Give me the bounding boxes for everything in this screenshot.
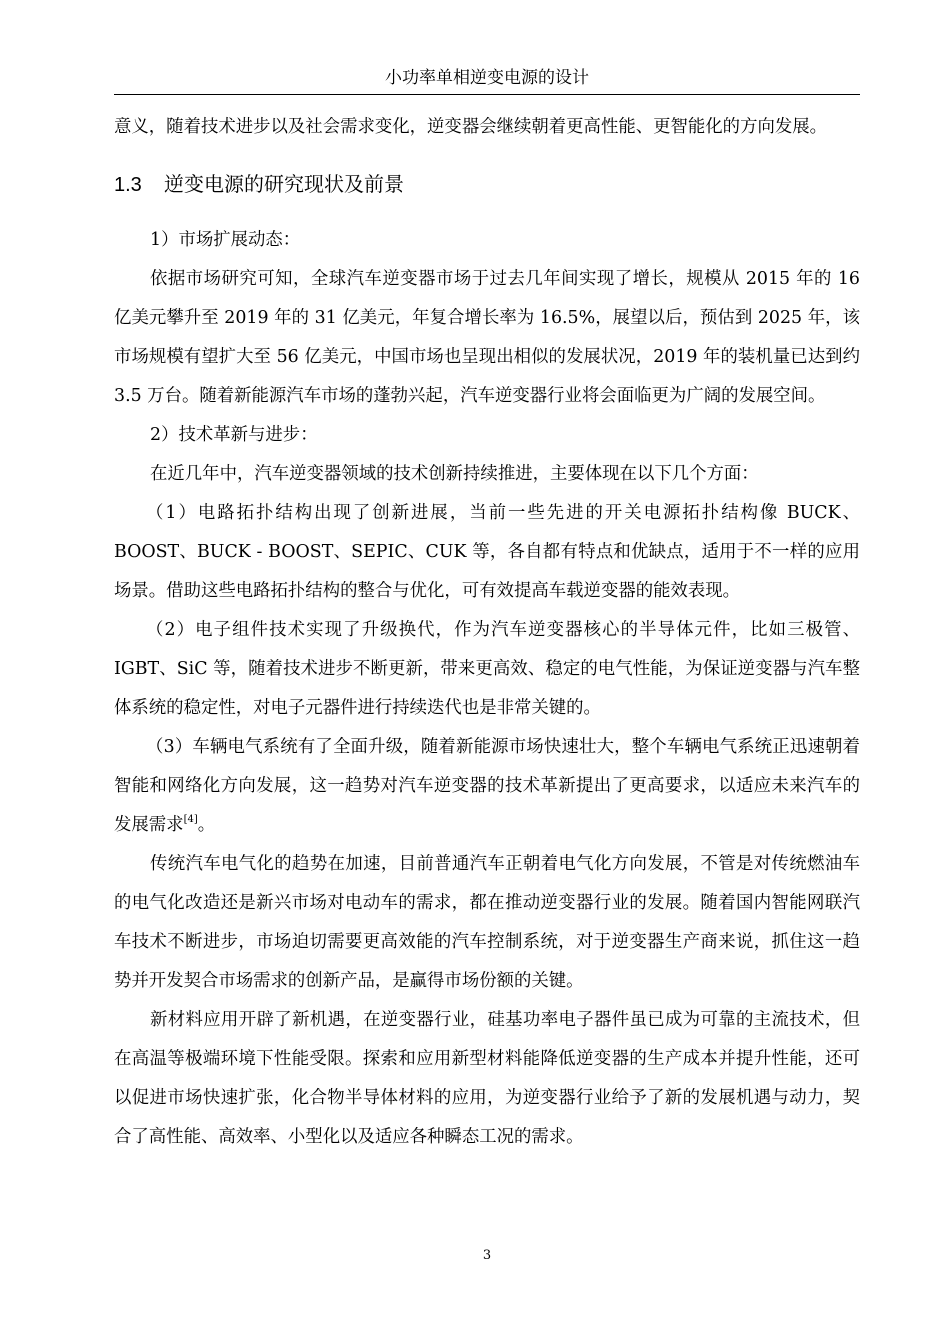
header-rule — [114, 94, 860, 95]
subheading-technology: 2）技术革新与进步： — [150, 425, 318, 445]
citation-reference: [4] — [183, 814, 198, 825]
section-number: 1.3 — [114, 174, 142, 196]
section-heading — [114, 166, 860, 203]
paragraph-item-3-end: 。 — [197, 815, 216, 835]
paragraph-new-materials: 新材料应用开辟了新机遇，在逆变器行业，硅基功率电子器件虽已成为可靠的主流技术，但在高温等极端环境下性能受限。探索和应用新型材料能降低逆变器的生产成本并提升性能，还可以促进市场快速扩张，化合物半导体材料的应用，为逆变器行业给予了新的发展机遇与动力，契合了高性能、高效率、小型化以及适应各种瞬态工况的需求。 — [114, 1010, 860, 1147]
paragraph-electrification: 传统汽车电气化的趋势在加速，目前普通汽车正朝着电气化方向发展，不管是对传统燃油车的电气化改造还是新兴市场对电动车的需求，都在推动逆变器行业的发展。随着国内智能网联汽车技术不断进步，市场迫切需要更高效能的汽车控制系统，对于逆变器生产商来说，抓住这一趋势并开发契合市场需求的创新产品，是赢得市场份额的关键。 — [114, 854, 860, 991]
page-body — [114, 108, 860, 1157]
running-header: 小功率单相逆变电源的设计 — [385, 68, 589, 88]
paragraph-continuation: 意义，随着技术进步以及社会需求变化，逆变器会继续朝着更高性能、更智能化的方向发展。 — [114, 117, 828, 137]
section-title: 逆变电源的研究现状及前景 — [164, 172, 404, 196]
paragraph-technology-intro: 在近几年中，汽车逆变器领域的技术创新持续推进，主要体现在以下几个方面： — [150, 464, 759, 484]
page-number: 3 — [482, 1248, 492, 1263]
subheading-market: 1）市场扩展动态： — [150, 230, 301, 250]
paragraph-item-2: （2）电子组件技术实现了升级换代，作为汽车逆变器核心的半导体元件，比如三极管、IGBT、SiC 等，随着技术进步不断更新，带来更高效、稳定的电气性能，为保证逆变器与汽车整体系统的稳定性，对电子元器件进行持续迭代也是非常关键的。 — [114, 620, 860, 718]
paragraph-item-3 — [114, 728, 860, 845]
paragraph-market: 依据市场研究可知，全球汽车逆变器市场于过去几年间实现了增长，规模从 2015 年的 16 亿美元攀升至 2019 年的 31 亿美元，年复合增长率为 16.5%，展望以后，预估到 2025 年，该市场规模有望扩大至 56 亿美元，中国市场也呈现出相似的发展状况，2019 年的装机量已达到约 3.5 万台。随着新能源汽车市场的蓬勃兴起，汽车逆变器行业将会面临更为广阔的发展空间。 — [114, 269, 860, 406]
paragraph-item-1: （1）电路拓扑结构出现了创新进展，当前一些先进的开关电源拓扑结构像 BUCK、BOOST、BUCK - BOOST、SEPIC、CUK 等，各自都有特点和优缺点，适用于不一样的应用场景。借助这些电路拓扑结构的整合与优化，可有效提高车载逆变器的能效表现。 — [114, 503, 860, 601]
paragraph-item-3-text: （3）车辆电气系统有了全面升级，随着新能源市场快速壮大，整个车辆电气系统正迅速朝着智能和网络化方向发展，这一趋势对汽车逆变器的技术革新提出了更高要求，以适应未来汽车的发展需求 — [114, 737, 860, 835]
